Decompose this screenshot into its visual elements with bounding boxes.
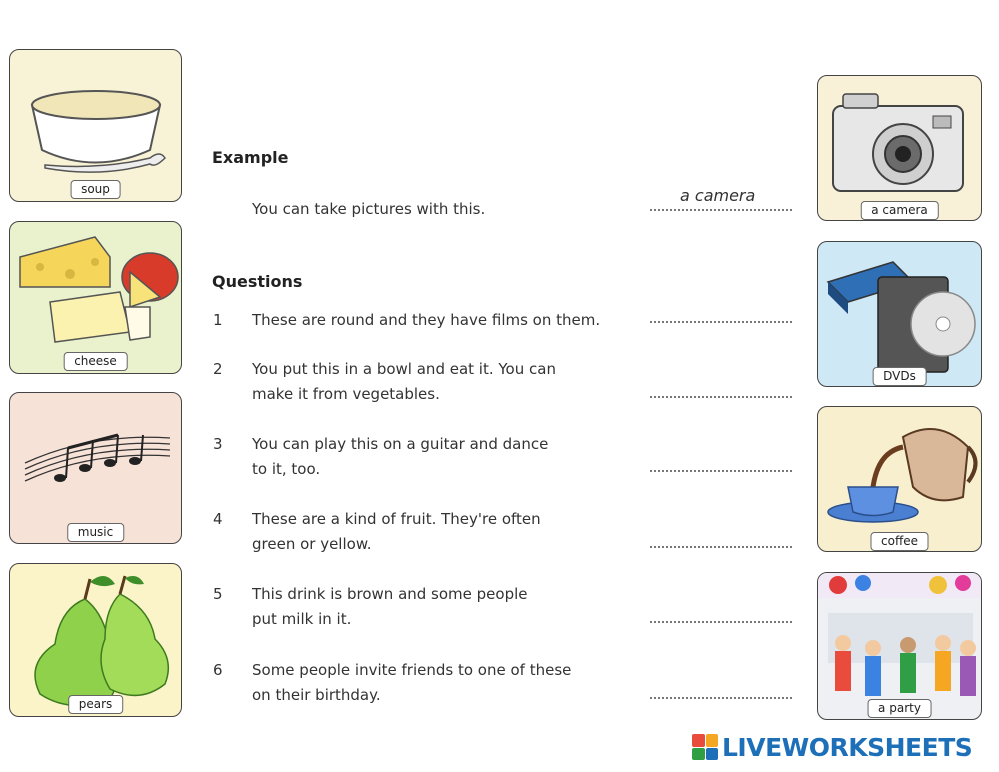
question-line: You put this in a bowl and eat it. You can bbox=[252, 360, 556, 378]
card-dvds bbox=[817, 241, 982, 387]
question-number: 6 bbox=[213, 661, 223, 679]
question-line: This drink is brown and some people bbox=[252, 585, 528, 603]
answer-input-4[interactable] bbox=[650, 546, 792, 548]
question-text bbox=[252, 308, 600, 333]
brand-text: LIVEWORKSHEETS bbox=[722, 732, 973, 762]
answer-input-2[interactable] bbox=[650, 396, 792, 398]
question-text bbox=[252, 357, 556, 407]
question-line: These are round and they have films on them. bbox=[252, 311, 601, 329]
question-number: 2 bbox=[213, 360, 223, 378]
question-line: green or yellow. bbox=[252, 535, 372, 553]
coffee-illustration bbox=[818, 407, 982, 552]
card-music bbox=[9, 392, 182, 544]
question-text bbox=[252, 582, 528, 632]
question-number: 1 bbox=[213, 311, 223, 329]
card-coffee bbox=[817, 406, 982, 552]
question-line: put milk in it. bbox=[252, 610, 352, 628]
card-label: DVDs bbox=[872, 367, 927, 386]
question-line: on their birthday. bbox=[252, 686, 381, 704]
dvds-illustration bbox=[818, 242, 982, 387]
question-line: These are a kind of fruit. They're often bbox=[252, 510, 541, 528]
example-heading: Example bbox=[212, 148, 289, 167]
answer-input-1[interactable] bbox=[650, 321, 792, 323]
question-line: You can play this on a guitar and dance bbox=[252, 435, 549, 453]
question-line: Some people invite friends to one of these bbox=[252, 661, 572, 679]
card-party bbox=[817, 572, 982, 720]
party-illustration bbox=[818, 573, 982, 720]
music-notes-illustration bbox=[10, 393, 182, 544]
answer-input-5[interactable] bbox=[650, 621, 792, 623]
card-pears bbox=[9, 563, 182, 717]
card-camera bbox=[817, 75, 982, 221]
brand-icon bbox=[692, 734, 718, 760]
card-label: pears bbox=[68, 695, 124, 714]
card-cheese bbox=[9, 221, 182, 374]
card-label: cheese bbox=[63, 352, 128, 371]
card-label: coffee bbox=[870, 532, 929, 551]
question-number: 5 bbox=[213, 585, 223, 603]
example-answer: a camera bbox=[680, 186, 756, 205]
question-text bbox=[252, 507, 541, 557]
example-text: You can take pictures with this. bbox=[252, 200, 486, 218]
question-line: make it from vegetables. bbox=[252, 385, 440, 403]
card-label: music bbox=[67, 523, 124, 542]
questions-heading: Questions bbox=[212, 272, 303, 291]
card-soup bbox=[9, 49, 182, 202]
question-text bbox=[252, 658, 571, 708]
question-line: to it, too. bbox=[252, 460, 321, 478]
question-text bbox=[252, 432, 548, 482]
card-label: a party bbox=[867, 699, 932, 718]
liveworksheets-logo[interactable] bbox=[692, 733, 972, 761]
example-answer-line bbox=[650, 209, 792, 211]
question-number: 3 bbox=[213, 435, 223, 453]
card-label: a camera bbox=[860, 201, 938, 220]
answer-input-3[interactable] bbox=[650, 470, 792, 472]
camera-illustration bbox=[818, 76, 982, 221]
question-number: 4 bbox=[213, 510, 223, 528]
answer-input-6[interactable] bbox=[650, 697, 792, 699]
card-label: soup bbox=[70, 180, 121, 199]
